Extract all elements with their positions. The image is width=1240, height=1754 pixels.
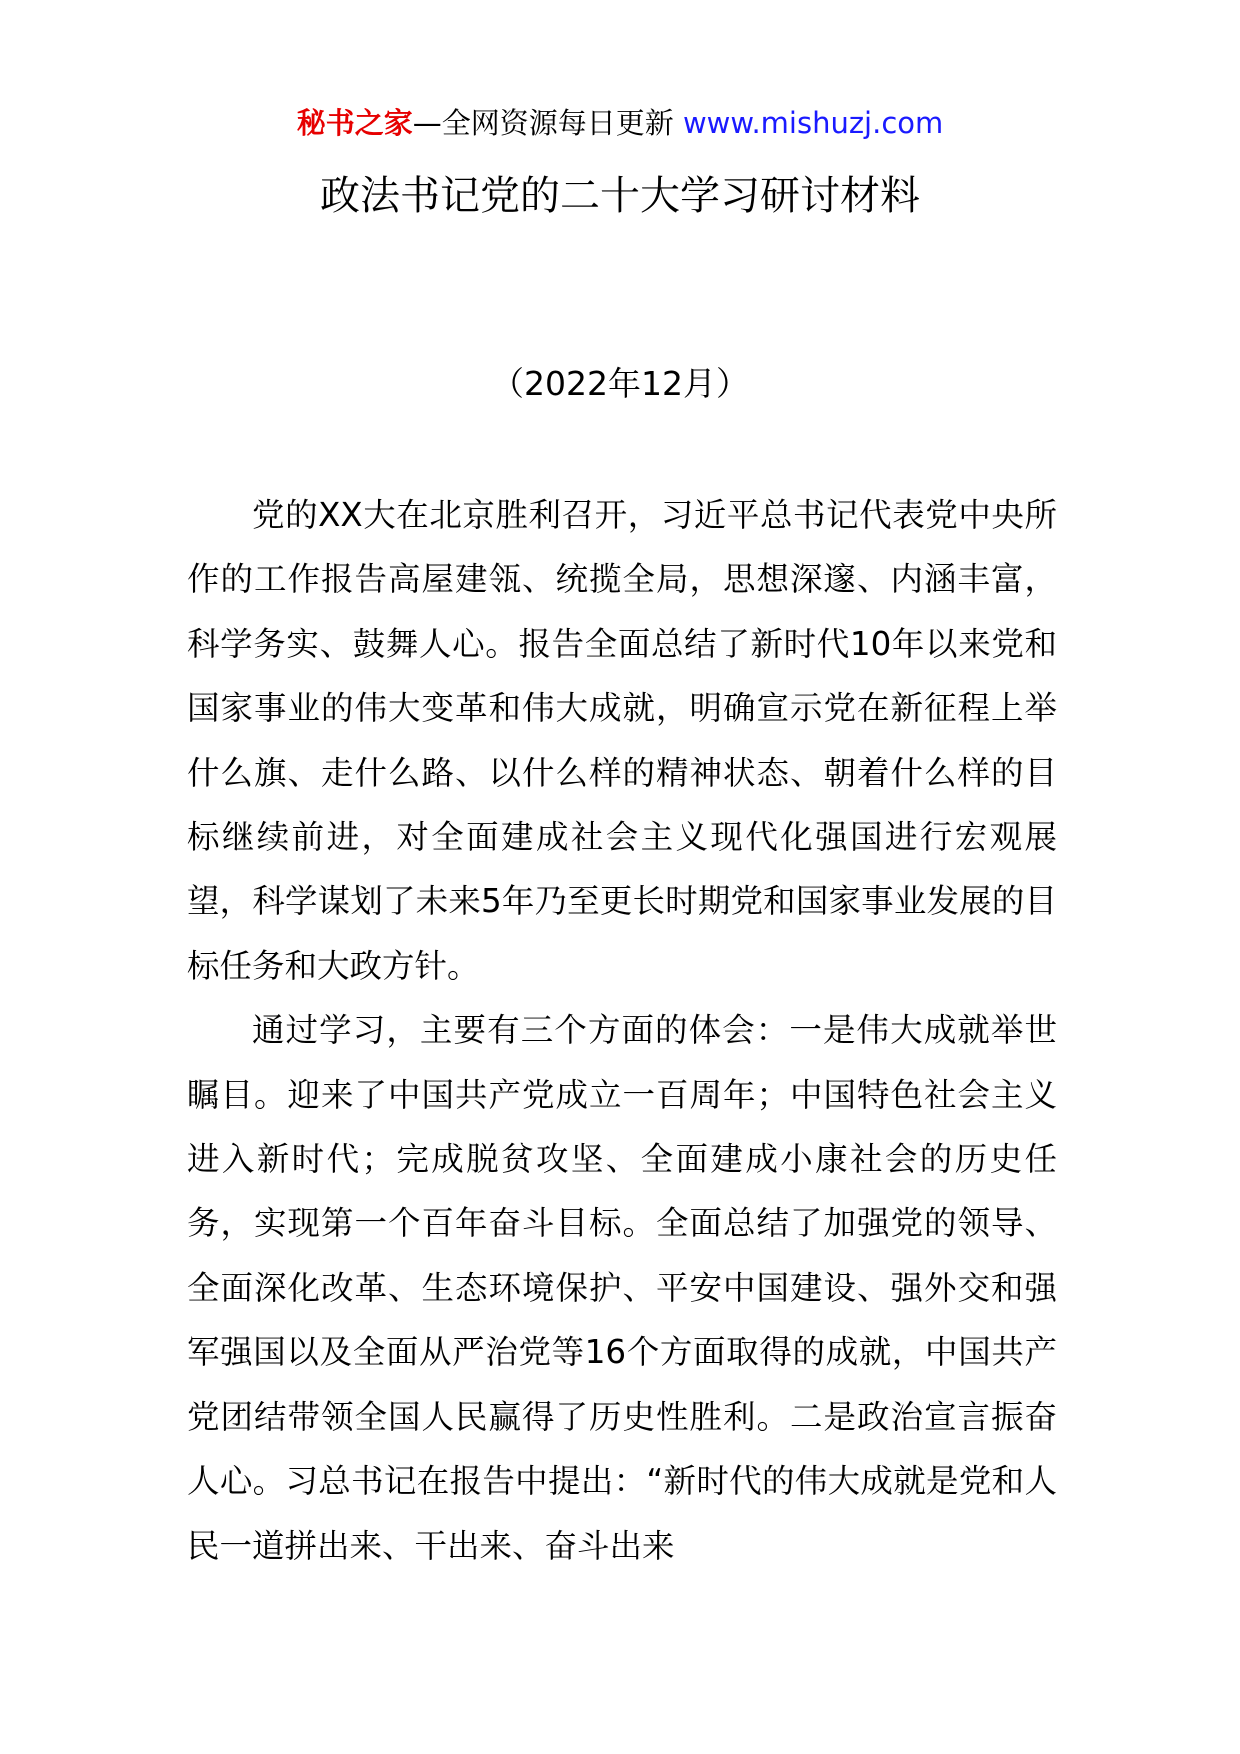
paragraph-1: 党的XX大在北京胜利召开，习近平总书记代表党中央所作的工作报告高屋建瓴、统揽全局，思想深邃、内涵丰富，科学务实、鼓舞人心。报告全面总结了新时代10年以来党和国家事业的伟大变革和伟大成就，明确宣示党在新征程上举什么旗、走什么路、以什么样的精神状态、朝着什么样的目标继续前进，对全面建成社会主义现代化强国进行宏观展望，科学谋划了未来5年乃至更长时期党和国家事业发展的目标任务和大政方针。 <box>187 496 1057 985</box>
document-title: 政法书记党的二十大学习研讨材料 <box>320 173 920 219</box>
site-banner <box>0 103 1240 143</box>
paragraph-2: 通过学习，主要有三个方面的体会：一是伟大成就举世瞩目。迎来了中国共产党成立一百周年；中国特色社会主义进入新时代；完成脱贫攻坚、全面建成小康社会的历史任务，实现第一个百年奋斗目标。全面总结了加强党的领导、全面深化改革、生态环境保护、平安中国建设、强外交和强军强国以及全面从严治党等16个方面取得的成就，中国共产党团结带领全国人民赢得了历史性胜利。二是政治宣言振奋人心。习总书记在报告中提出：“新时代的伟大成就是党和人民一道拼出来、干出来、奋斗出来 <box>187 1011 1057 1565</box>
banner-tagline: —全网资源每日更新 <box>412 106 674 140</box>
brand-name: 秘书之家 <box>296 106 413 140</box>
site-url[interactable]: www.mishuzj.com <box>682 106 944 140</box>
document-body <box>187 483 1057 1578</box>
document-date: （2022年12月） <box>491 364 749 403</box>
